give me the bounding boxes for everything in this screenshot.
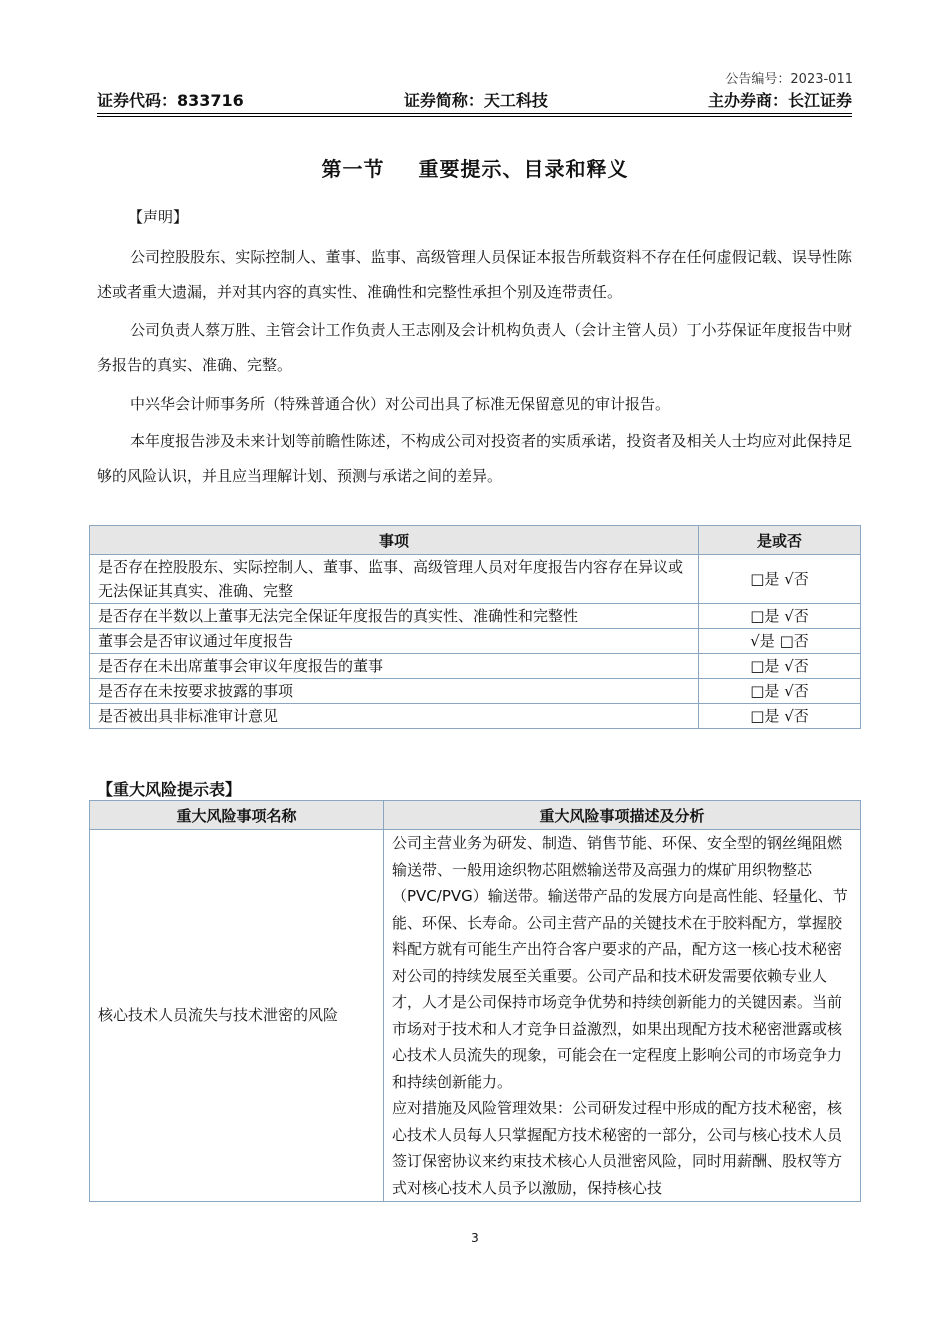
table-row <box>90 830 861 1202</box>
risk-table-heading: 【重大风险提示表】 <box>97 780 242 799</box>
risk-description-cell <box>384 830 861 1202</box>
matter-answer: □是 √否 <box>699 604 861 629</box>
section-title <box>0 153 950 182</box>
matter-item: 是否存在未按要求披露的事项 <box>90 679 699 704</box>
stock-abbreviation: 证券简称：天工科技 <box>403 91 548 110</box>
table-row <box>90 629 861 654</box>
matter-item: 是否存在未出席董事会审议年度报告的董事 <box>90 654 699 679</box>
matter-answer: □是 √否 <box>699 555 861 604</box>
column-header-risk-name: 重大风险事项名称 <box>90 801 384 830</box>
matter-item: 是否被出具非标准审计意见 <box>90 704 699 729</box>
notice-number: 公告编号：2023-011 <box>725 72 853 87</box>
statement-paragraph-3: 中兴华会计师事务所（特殊普通合伙）对公司出具了标准无保留意见的审计报告。 <box>130 395 671 413</box>
matter-answer: √是 □否 <box>699 629 861 654</box>
header-divider <box>97 113 852 117</box>
matters-table <box>89 525 861 729</box>
risk-countermeasure: 应对措施及风险管理效果：公司研发过程中形成的配方技术秘密，核心技术人员每人只掌握配方技术秘密的一部分，公司与核心技术人员签订保密协议来约束技术核心人员泄密风险，同时用薪酬、股权等方式对核心技术人员予以激励，保持核心技 <box>392 1099 843 1197</box>
table-row <box>90 679 861 704</box>
page-number: 3 <box>471 1231 479 1245</box>
column-header-item: 事项 <box>90 526 699 555</box>
column-header-answer: 是或否 <box>699 526 861 555</box>
column-header-risk-description: 重大风险事项描述及分析 <box>384 801 861 830</box>
matter-item: 是否存在控股股东、实际控制人、董事、监事、高级管理人员对年度报告内容存在异议或无法保证其真实、准确、完整 <box>90 555 699 604</box>
table-row <box>90 704 861 729</box>
matter-answer: □是 √否 <box>699 679 861 704</box>
table-row <box>90 604 861 629</box>
matter-answer: □是 √否 <box>699 704 861 729</box>
statement-paragraph-1: 公司控股股东、实际控制人、董事、监事、高级管理人员保证本报告所载资料不存在任何虚假记载、误导性陈述或者重大遗漏，并对其内容的真实性、准确性和完整性承担个别及连带责任。 <box>97 248 852 301</box>
risk-table <box>89 800 861 1202</box>
table-header-row <box>90 526 861 555</box>
section-number: 第一节 <box>321 157 385 181</box>
statement-paragraph-4: 本年度报告涉及未来计划等前瞻性陈述，不构成公司对投资者的实质承诺，投资者及相关人士均应对此保持足够的风险认识，并且应当理解计划、预测与承诺之间的差异。 <box>97 432 852 485</box>
matter-item: 董事会是否审议通过年度报告 <box>90 629 699 654</box>
statement-label: 【声明】 <box>128 208 189 226</box>
matter-answer: □是 √否 <box>699 654 861 679</box>
document-header <box>97 88 852 111</box>
stock-code: 证券代码：833716 <box>97 91 244 110</box>
sponsor-broker: 主办券商：长江证券 <box>707 91 852 110</box>
risk-description: 公司主营业务为研发、制造、销售节能、环保、安全型的钢丝绳阻燃输送带、一般用途织物芯阻燃输送带及高强力的煤矿用织物整芯（PVC/PVG）输送带。输送带产品的发展方向是高性能、轻量化、节能、环保、长寿命。公司主营产品的关键技术在于胶料配方，掌握胶料配方就有可能生产出符合客户要求的产品，配方这一核心技术秘密对公司的持续发展至关重要。公司产品和技术研发需要依赖专业人才，人才是公司保持市场竞争优势和持续创新能力的关键因素。当前市场对于技术和人才竞争日益激烈，如果出现配方技术秘密泄露或核心技术人员流失的现象，可能会在一定程度上影响公司的市场竞争力和持续创新能力。 <box>392 834 848 1091</box>
statement-paragraph-2: 公司负责人蔡万胜、主管会计工作负责人王志刚及会计机构负责人（会计主管人员）丁小芬保证年度报告中财务报告的真实、准确、完整。 <box>97 321 852 374</box>
section-heading: 重要提示、目录和释义 <box>418 157 629 181</box>
table-header-row <box>90 801 861 830</box>
table-row <box>90 654 861 679</box>
table-row <box>90 555 861 604</box>
matter-item: 是否存在半数以上董事无法完全保证年度报告的真实性、准确性和完整性 <box>90 604 699 629</box>
risk-name: 核心技术人员流失与技术泄密的风险 <box>90 830 384 1202</box>
